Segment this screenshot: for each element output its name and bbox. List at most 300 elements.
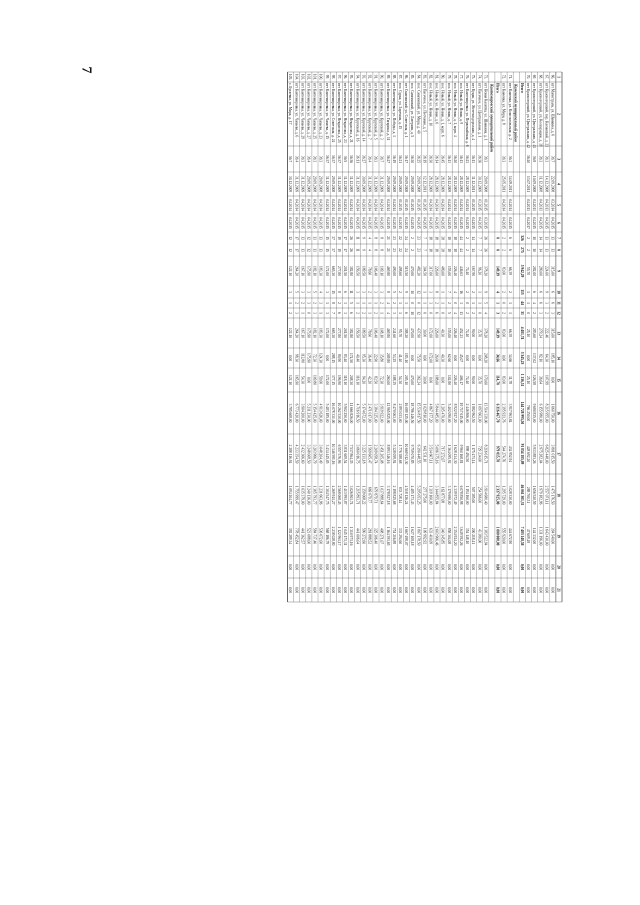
table-row-cell: 04.2014 <box>355 199 360 211</box>
table-row-cell: 1 231 663,96 <box>318 485 323 505</box>
table-row-cell: 3 904 200,00 <box>300 403 305 423</box>
table-row-cell: 2 603 966,46 <box>434 526 439 546</box>
table-row-cell: 124,30 <box>318 353 323 363</box>
table-row-cell: 0,00 <box>452 586 457 594</box>
table-row-cell: 13 <box>318 236 323 240</box>
table-row-cell: 189,50 <box>361 266 366 276</box>
table-row-cell: 6 078 850,98 <box>459 485 463 505</box>
table-row-cell: 18 <box>452 248 457 252</box>
table-row-cell: 7 <box>477 249 482 251</box>
section-title: Каменский муниципальный район <box>513 84 518 142</box>
table-row-cell: 43 380,00 <box>477 528 482 544</box>
total-row-cell: 144 728 995,50 <box>520 401 524 425</box>
table-row-cell: 9 759 070,85 <box>410 444 415 464</box>
table-row-cell: 0,00 <box>526 354 531 362</box>
table-row-cell: 04.2015 <box>446 217 451 229</box>
table-row-cell: 6 <box>349 312 354 314</box>
table-row-cell: 498,60 <box>398 266 402 276</box>
table-row-cell: 74. <box>477 74 482 80</box>
table-row-cell: 0 <box>306 312 311 314</box>
table-row-cell: 04.2015 <box>379 217 384 229</box>
table-row-cell: 36 <box>483 236 488 240</box>
table-row-cell: 98. <box>330 74 335 80</box>
table-row-cell: 107,99 <box>544 375 549 385</box>
table-row-cell: 54,30 <box>300 375 305 385</box>
table-row-cell: 04.2014 <box>391 199 396 211</box>
table-row-cell: 0,00 <box>416 563 421 571</box>
table-row-cell: 3 <box>459 302 463 304</box>
table-row-cell: 66,39 <box>507 328 512 338</box>
table-row-cell: 11 <box>355 236 360 240</box>
table-row-cell: 83,00 <box>501 266 506 276</box>
table-row-cell: пгт Красногорский, ул. Центральная, д. 42 <box>526 83 531 148</box>
table-row-cell: 36:30 <box>410 154 415 164</box>
table-row-cell: 4 <box>367 249 372 251</box>
table-row-cell: 3 801 015,50 <box>550 444 555 464</box>
table-row-cell: 04.2014 <box>507 199 512 211</box>
table-row-cell: 53,25 <box>391 353 396 363</box>
table-row-cell: 3 060 016,75 <box>355 444 360 464</box>
table-row-cell: 89. <box>385 74 390 80</box>
table-row-cell: 1 807 178,50 <box>416 526 421 546</box>
table-row-cell: 72,30 <box>312 353 317 363</box>
table-row-cell: 04.2014 <box>385 199 390 211</box>
table-row-cell: 6 <box>337 312 341 314</box>
table-row-cell: 354 148,10 <box>465 527 470 545</box>
table-row-cell: 04.2013 <box>532 199 537 211</box>
total-row-cell: 275 <box>520 247 524 253</box>
table-row-cell: 102. <box>306 73 311 81</box>
table-row-cell: 83. <box>422 74 427 80</box>
table-row-cell: 523 088,00 <box>306 527 311 545</box>
table-row-cell: 04.2015 <box>471 217 476 229</box>
table-row-cell: 16 078 331,00 <box>330 402 335 424</box>
table-row-cell: 0 <box>477 312 482 314</box>
table-row-cell: 222,46 <box>544 328 549 338</box>
header-cell: 2 <box>556 113 561 115</box>
table-row-cell: 36:4 <box>367 155 372 163</box>
table-row-cell: 12.12.2011 <box>422 175 427 193</box>
table-row-cell: 264,20 <box>294 328 299 338</box>
table-row-cell: 0,00 <box>288 586 293 594</box>
table-row-cell: 0,00 <box>330 563 335 571</box>
table-row-cell: 04.2014 <box>465 199 470 211</box>
table-row-cell: 3 <box>312 312 317 314</box>
header-cell: 7 <box>556 237 561 239</box>
table-row-cell: 0,00 <box>300 563 305 571</box>
table-row-cell: 01.2015 <box>483 199 488 211</box>
table-row-cell: 0,00 <box>288 563 293 571</box>
table-row-cell: 36:37 <box>330 154 335 164</box>
table-row-cell: 201,50 <box>343 266 348 276</box>
table-row-cell: 4 269 941,27 <box>330 485 335 505</box>
table-row-cell: 1 <box>440 291 445 293</box>
table-row-cell: 188,00 <box>434 375 439 385</box>
table-row-cell: 0,00 <box>361 563 366 571</box>
table-row-cell: 76. <box>465 74 470 80</box>
table-row-cell: 0,00 <box>483 586 488 594</box>
table-row-cell: 31.12.2009 <box>379 175 384 193</box>
table-row-cell: 1 029 810,00 <box>422 403 427 423</box>
table-row-cell: 0,00 <box>501 586 506 594</box>
table-row-cell: 3 <box>361 291 366 293</box>
table-row-cell: 1 035 379,00 <box>300 485 305 505</box>
table-row-cell: 0,00 <box>428 376 433 384</box>
table-row-cell: 446,63 <box>459 266 463 276</box>
table-row-cell: 778 452,84 <box>294 527 299 545</box>
table-row-cell: 36:23 <box>465 154 470 164</box>
table-row-cell: 0,00 <box>446 586 451 594</box>
total-row-cell: 7 403 148,58 <box>520 526 524 546</box>
table-row-cell: 44 <box>459 248 463 252</box>
table-row-cell: 1 <box>422 302 427 304</box>
table-row-cell: пос. Новый, ул. Новая, д. 9 <box>459 83 463 125</box>
table-row-cell: 24 <box>404 248 409 252</box>
table-row-cell: пгт Кантемировка, ул. Некрасова, д. 25 <box>337 83 341 143</box>
table-row-cell: 0,00 <box>330 586 335 594</box>
table-row-cell: 1 413 991,87 <box>343 485 348 505</box>
table-row-cell: 01.2015 <box>422 199 427 211</box>
table-row-cell: 5 <box>446 312 451 314</box>
table-row-cell: 96,20 <box>477 266 482 276</box>
table-row-cell: 3 <box>306 302 311 304</box>
table-row-cell: 555 920,00 <box>501 527 506 545</box>
table-row-cell: 36:37 <box>324 154 329 164</box>
table-row-cell: 536 072,00 <box>318 527 323 545</box>
table-row-cell: 109,10 <box>379 266 384 276</box>
table-row-cell: 83,50 <box>373 375 378 385</box>
table-row-cell: 31.12.2009 <box>337 175 341 193</box>
table-row-cell: 36:21 <box>398 154 402 164</box>
table-row-cell: 2 <box>501 249 506 251</box>
table-row-cell: 2 <box>544 312 549 314</box>
table-row-cell: 28.12.2009 <box>434 175 439 193</box>
table-row-cell: 0 <box>422 312 427 314</box>
table-row-cell: 196,90 <box>337 375 341 385</box>
table-row-cell: 185,10 <box>550 353 555 363</box>
table-row-cell: 1 215 893,71 <box>355 485 360 505</box>
table-row-cell: 1 <box>507 312 512 314</box>
table-row-cell: 3 <box>324 291 329 293</box>
table-row-cell: 28.12.2009 <box>428 175 433 193</box>
table-row-cell: 155,00 <box>446 328 451 338</box>
table-row-cell: 109 992,92 <box>422 527 427 545</box>
table-row-cell: 378,20 <box>483 328 488 338</box>
table-row-cell: 3 917 963,84 <box>507 403 512 423</box>
table-row-cell: 0,00 <box>355 563 360 571</box>
header-cell: 11 <box>556 301 561 305</box>
table-row-cell: 26,00 <box>434 353 439 363</box>
table-row-cell: пос. Сурка, ул. Заречная, д. 15 <box>398 83 402 130</box>
table-row-cell: 2 288 116,94 <box>288 444 293 464</box>
table-row-cell: 1 627 108,18 <box>410 526 415 546</box>
table-row-cell: 36:7 <box>550 155 555 163</box>
table-row-cell: 30.12.2009 <box>288 175 293 193</box>
table-row-cell: пгт Кантемировка, ул. Чапаева, д. 25 <box>312 83 317 139</box>
table-row-cell: 25,10 <box>526 375 531 385</box>
table-row-cell: 665,30 <box>330 328 335 338</box>
table-row-cell: 84. <box>416 74 421 80</box>
table-row-cell: 0,00 <box>367 563 372 571</box>
header-cell: 21 <box>556 588 561 592</box>
table-row-cell: 1 359 068,22 <box>361 485 366 505</box>
table-row-cell: 29.09.2008 <box>391 175 396 193</box>
table-row-cell: 22.09.2008 <box>550 175 555 193</box>
table-row-cell: 1 <box>477 291 482 293</box>
table-row-cell: 2 <box>379 302 384 304</box>
table-row-cell: 18 <box>446 248 451 252</box>
table-row-cell: 0,00 <box>501 563 506 571</box>
table-row-cell: 0,00 <box>440 563 445 571</box>
table-row-cell: 19 <box>337 248 341 252</box>
table-row-cell: 36:4 <box>306 155 311 163</box>
table-row-cell: 0,00 <box>367 586 372 594</box>
table-row-cell: 3 248 008,50 <box>306 444 311 464</box>
table-row-cell: 2 <box>300 302 305 304</box>
table-row-cell: 18 <box>434 248 439 252</box>
table-row-cell: 90,00 <box>471 375 476 385</box>
table-row-cell: 36:3 <box>501 155 506 163</box>
table-row-cell: 1 310 971,16 <box>349 526 354 546</box>
total-row-cell: 326 <box>520 235 524 241</box>
table-row-cell: 04.2015 <box>501 217 506 229</box>
table-row-cell: 6 <box>343 291 348 293</box>
table-row-cell: 36:20 <box>526 154 531 164</box>
table-row-cell: 29.09.2008 <box>306 175 311 193</box>
total-row-cell: 1 000 000,00 <box>495 526 500 546</box>
table-row-cell: 11.12.2008 <box>538 175 543 193</box>
table-row-cell: 283,60 <box>532 328 537 338</box>
table-row-cell: 04.2014 <box>343 199 348 211</box>
table-row-cell: 3 144 855,84 <box>434 485 439 505</box>
table-row-cell: 315,00 <box>550 266 555 276</box>
table-row-cell: пгт Красногорский, ул. Центральная, д. 41 <box>532 83 537 148</box>
table-row-cell: 14 <box>538 248 543 252</box>
table-row-cell: 2 <box>532 312 537 314</box>
total-row-cell: 3 345,23 <box>520 351 524 365</box>
table-row-cell: 0,00 <box>324 586 329 594</box>
table-row-cell: 167,90 <box>471 266 476 276</box>
table-row-cell: 36:7 <box>379 155 384 163</box>
table-row-cell: 30.09.2008 <box>361 175 366 193</box>
table-row-cell: 41,40 <box>398 353 402 363</box>
table-row-cell: 858 304,08 <box>446 527 451 545</box>
table-row-cell: 31.12.2011 <box>471 175 476 193</box>
table-row-cell: 40,40 <box>355 353 360 363</box>
table-row-cell: 16 <box>459 290 463 294</box>
table-row-cell: 6 155 980,00 <box>538 403 543 423</box>
table-row-cell: 507 385,00 <box>471 486 476 504</box>
table-row-cell: 175,90 <box>306 353 311 363</box>
table-row-cell: 04.2015 <box>306 217 311 229</box>
table-row-cell: 04.2014 <box>349 199 354 211</box>
table-row-cell: 0,00 <box>312 563 317 571</box>
table-row-cell: 480,00 <box>440 266 445 276</box>
table-row-cell: 1 037 888,64 <box>379 485 384 505</box>
table-row-cell: пгт Пасечное, ул. Песчаная, д. 5 <box>422 83 427 132</box>
table-row-cell: 490,00 <box>391 266 396 276</box>
table-row-cell: 4 233 354,59 <box>294 444 299 464</box>
total-row-cell: 6 316 467,70 <box>495 403 500 423</box>
table-row-cell: 8 <box>337 291 341 293</box>
table-row-cell: 0,00 <box>452 563 457 571</box>
table-row-cell: 8 <box>434 291 439 293</box>
header-cell: 1 <box>556 76 561 78</box>
table-row-cell: 1 <box>471 302 476 304</box>
page-number: 7 <box>78 66 94 74</box>
table-row-cell: 3 <box>355 291 360 293</box>
table-row-cell: 19 717 615,00 <box>459 402 463 424</box>
table-row-cell: 9 <box>404 291 409 293</box>
table-row-cell: 04.2015 <box>361 217 366 229</box>
table-row-cell: 470,00 <box>410 328 415 338</box>
table-row-cell: 470,00 <box>410 375 415 385</box>
table-row-cell: 12 <box>306 236 311 240</box>
table-row-cell: 165,90 <box>294 375 299 385</box>
table-row-cell: 40,30 <box>440 353 445 363</box>
table-row-cell: 1 <box>318 312 323 314</box>
table-row-cell: 15 <box>330 290 335 294</box>
table-row-cell: 37 <box>330 236 335 240</box>
table-row-cell: 2 <box>337 302 341 304</box>
table-row-cell: 28.12.2009 <box>465 175 470 193</box>
table-row-cell: 170,00 <box>483 375 488 385</box>
table-row-cell: 04.2014 <box>288 199 293 211</box>
table-row-cell: 2 471 017,00 <box>367 403 372 423</box>
table-row-cell: 2 238 028,80 <box>330 526 335 546</box>
table-row-cell: пгт Кантемировка, ул. Некрасова, д. 21 <box>349 83 354 143</box>
table-row-cell: 36:25 <box>416 154 421 164</box>
table-row-cell: 04.2015 <box>318 217 323 229</box>
table-row-cell: 10 <box>532 248 537 252</box>
table-row-cell: 94. <box>355 74 360 80</box>
table-row-cell: 04.2014 <box>440 199 445 211</box>
table-row-cell: 23 <box>416 236 421 240</box>
table-row-cell: 444 672,90 <box>507 527 512 545</box>
table-body <box>287 72 562 602</box>
table-row-cell: 93. <box>361 74 366 80</box>
table-row-cell: 80,90 <box>337 353 341 363</box>
table-row-cell: 1 <box>288 302 293 304</box>
table-row-cell: 3 <box>288 291 293 293</box>
table-row-cell: 13 <box>300 236 305 240</box>
table-row-cell: 1 <box>379 312 384 314</box>
table-row-cell: 172,00 <box>324 266 329 276</box>
table-row-cell: 74,40 <box>465 328 470 338</box>
table-row-cell: 59,00 <box>318 375 323 385</box>
table-row-cell: 2 <box>465 312 470 314</box>
table-row-cell: 24 <box>404 236 409 240</box>
table-row-cell: 106,40 <box>373 328 378 338</box>
total-row-cell: 34,66 <box>495 353 500 363</box>
table-row-cell: 162 877,08 <box>440 486 445 504</box>
table-row-cell: 0,00 <box>361 586 366 594</box>
table-row-cell: 0,00 <box>465 586 470 594</box>
table-row-cell: 441 006,04 <box>355 527 360 545</box>
table-row-cell: 70. <box>526 74 531 80</box>
table-row-cell: 31.12.2009 <box>294 175 299 193</box>
table-row-cell: 95. <box>349 74 354 80</box>
table-row-cell: 5 902 250,00 <box>343 403 348 423</box>
table-row-cell: 23 <box>391 248 396 252</box>
table-row-cell: 1 979 182,96 <box>538 485 543 505</box>
table-row-cell: 0,00 <box>507 586 512 594</box>
table-row-cell: 8 216 615,71 <box>483 444 488 464</box>
table-row-cell: 0,00 <box>526 563 531 571</box>
table-row-cell: 1 <box>361 302 366 304</box>
table-row-cell: 315,00 <box>550 328 555 338</box>
table-row-cell: 4 <box>532 302 537 304</box>
table-row-cell: 95,30 <box>361 353 366 363</box>
table-row-cell: пос. Новый, ул. Новая, д. 7 <box>446 83 451 125</box>
table-row-cell: 18 <box>446 236 451 240</box>
table-row-cell: 04.2014 <box>294 199 299 211</box>
table-row-cell: 4 913 626,00 <box>318 403 323 423</box>
table-row-cell: 669 079,77 <box>367 486 372 504</box>
table-row-cell: 1 319 160,00 <box>428 485 433 505</box>
table-row-cell: 0,00 <box>355 586 360 594</box>
table-row-cell: 40,30 <box>440 328 445 338</box>
table-row-cell: 15 <box>324 236 329 240</box>
table-row-cell: 3 <box>550 312 555 314</box>
table-row-cell: 209,80 <box>385 353 390 363</box>
table-row-cell: с. Бугаевка, ул. Мира, д. 17 <box>288 83 293 125</box>
table-row-cell: 0,00 <box>440 586 445 594</box>
table-row-cell: 04.2014 <box>318 199 323 211</box>
table-row-cell: 3 048 204,49 <box>318 444 323 464</box>
table-row-cell: 1 <box>477 302 482 304</box>
header-cell: 17 <box>556 452 561 456</box>
table-row-cell: 25,10 <box>526 328 531 338</box>
table-row-cell: 15 <box>324 248 329 252</box>
table-row-cell: 3 <box>343 312 348 314</box>
table-row-cell: 83,00 <box>501 328 506 338</box>
table-row-cell: 3 203 966,79 <box>312 444 317 464</box>
table-row-cell: 36:3 <box>318 155 323 163</box>
table-row-cell: 18 <box>452 236 457 240</box>
table-row-cell: 04.2015 <box>428 217 433 229</box>
table-row-cell: 103. <box>300 73 305 81</box>
table-row-cell: 04.2015 <box>312 217 317 229</box>
table-row-cell: 0,00 <box>550 586 555 594</box>
table-row-cell: 3 <box>544 302 549 304</box>
table-row-cell: 0,00 <box>465 354 470 362</box>
table-row-cell: 382,80 <box>349 266 354 276</box>
table-row-cell: 2 <box>446 302 451 304</box>
table-row-cell: 0,00 <box>300 586 305 594</box>
table-row-cell: 29.09.2008 <box>330 175 335 193</box>
table-row-cell: 1 <box>324 302 329 304</box>
table-row-cell: 441 362,57 <box>300 527 305 545</box>
table-row-cell: 0 <box>410 302 415 304</box>
table-row-cell: 1 755 999,47 <box>294 485 299 505</box>
table-row-cell: 4 518 126,24 <box>404 485 409 505</box>
table-row-cell: 0,00 <box>306 586 311 594</box>
table-row-cell: 282,00 <box>532 266 537 276</box>
table-row-cell: пгт Кантемировка, ул. Некрасова, д. 23 <box>343 83 348 143</box>
table-row-cell: 156,50 <box>355 328 360 338</box>
table-row-cell: 18 786 446,50 <box>410 402 415 424</box>
table-row-cell: 6 <box>532 291 537 293</box>
table-row-cell: 288,15 <box>330 353 335 363</box>
table-row-cell: 29.09.2008 <box>318 175 323 193</box>
table-row-cell: 12 <box>288 236 293 240</box>
table-row-cell: 3 <box>404 302 409 304</box>
table-row-cell: 0,00 <box>550 563 555 571</box>
table-row-cell: 36:4 <box>294 155 299 163</box>
table-row-cell: 17 <box>343 236 348 240</box>
table-row-cell: 13 <box>318 248 323 252</box>
